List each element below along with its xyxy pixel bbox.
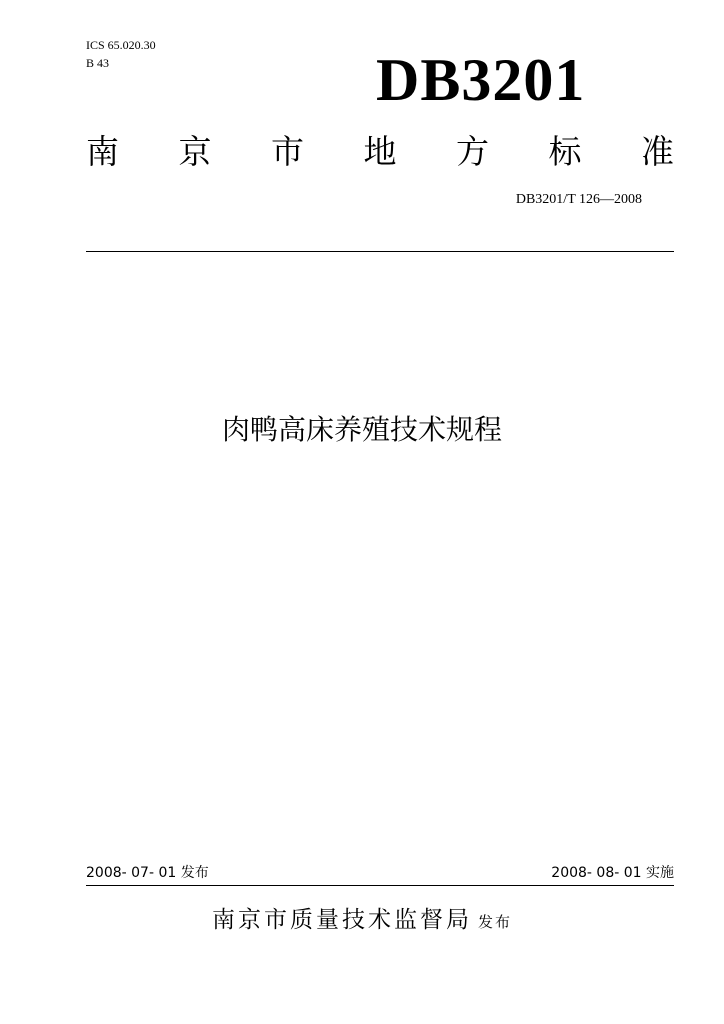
standard-type-char: 南	[86, 132, 119, 171]
classification-code: B 43	[86, 56, 110, 70]
issue-date: 2008- 07- 01 发布	[86, 865, 209, 881]
implementation-date: 2008- 08- 01 实施	[551, 865, 674, 881]
standard-type-char: 标	[548, 132, 582, 171]
standard-number: DB3201/T 126—2008	[515, 192, 642, 207]
issuer-line	[0, 904, 724, 936]
footer-divider	[86, 885, 674, 886]
standard-logo: DB3201	[376, 47, 586, 113]
standard-type-char: 准	[641, 132, 674, 171]
issuer-suffix: 发布	[477, 913, 512, 931]
document-title: 肉鸭高床养殖技术规程	[221, 413, 502, 446]
header-divider	[86, 251, 674, 252]
standard-type-char: 市	[271, 132, 304, 171]
standard-type-title	[86, 132, 674, 172]
standard-type-char: 地	[363, 132, 397, 171]
standard-type-char: 方	[456, 132, 489, 171]
issuer-name: 南京市质量技术监督局	[211, 907, 472, 933]
ics-code: ICS 65.020.30	[86, 38, 156, 52]
standard-type-char: 京	[178, 132, 212, 171]
